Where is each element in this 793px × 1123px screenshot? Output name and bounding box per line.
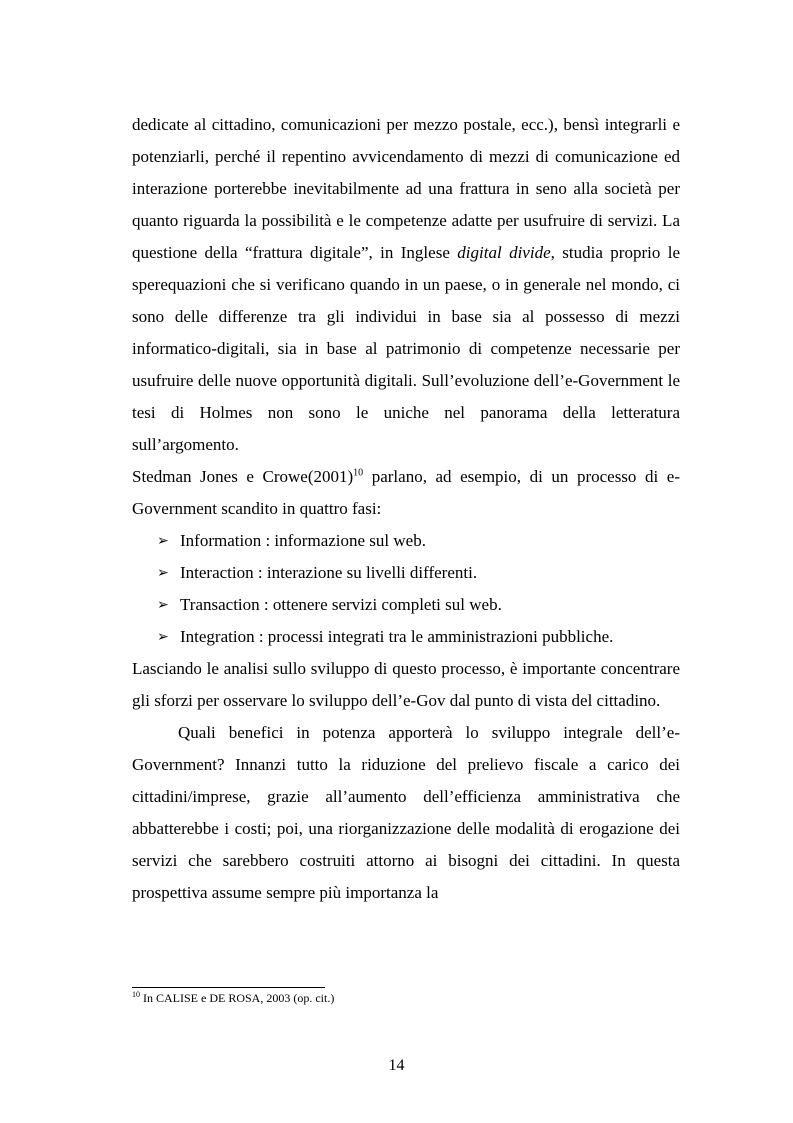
page-number: 14 <box>388 1057 405 1074</box>
paragraph-digital-divide <box>132 109 680 461</box>
list-item-text: Information : informazione sul web. <box>180 531 426 550</box>
paragraph-citizen-view: Lasciando le analisi sullo sviluppo di questo processo, è importante concentrare gli sforzi per osservare lo sviluppo dell’e-Gov dal punto di vista del cittadino. <box>132 659 680 710</box>
list-item <box>157 557 680 589</box>
paragraph-four-phases <box>132 461 680 525</box>
arrow-bullet-icon: ➢ <box>157 597 169 613</box>
list-item <box>157 621 680 653</box>
paragraph-text: , studia proprio le sperequazioni che si verificano quando in un paese, o in generale nel mondo, ci sono delle differenze tra gli individui in base sia al possesso di mezzi informatico-digitali, sia in base al patrimonio di competenze necessarie per usufruire delle nuove opportunità digitali. Sull’evoluzione dell’e-Government le tesi di Holmes non sono le uniche nel panorama della letteratura sull’argomento. <box>132 243 681 454</box>
phases-list <box>132 525 680 653</box>
arrow-bullet-icon: ➢ <box>157 533 169 549</box>
list-item-text: Transaction : ottenere servizi completi sul web. <box>180 595 502 614</box>
footnote-text: In CALISE e DE ROSA, 2003 (op. cit.) <box>140 991 335 1005</box>
paragraph-text: dedicate al cittadino, comunicazioni per mezzo postale, ecc.), bensì integrarli e potenziarli, perché il repentino avvicendamento di mezzi di comunicazione ed interazione porterebbe inevitabilmente ad una frattura in seno alla società per quanto riguarda la possibilità e le competenze adatte per usufruire di servizi. La questione della “frattura digitale”, in Inglese <box>132 115 680 262</box>
footnote <box>132 990 334 1006</box>
list-item-text: Integration : processi integrati tra le amministrazioni pubbliche. <box>180 627 614 646</box>
list-item-text: Interaction : interazione su livelli differenti. <box>180 563 478 582</box>
italic-term: digital divide <box>457 243 551 262</box>
list-item <box>157 525 680 557</box>
arrow-bullet-icon: ➢ <box>157 565 169 581</box>
page-body <box>132 109 680 909</box>
footnote-reference: 10 <box>353 467 364 479</box>
arrow-bullet-icon: ➢ <box>157 629 169 645</box>
paragraph-text: parlano, ad esempio, di un processo di e-Government scandito in quattro fasi: <box>132 467 680 518</box>
paragraph-benefits: Quali benefici in potenza apporterà lo sviluppo integrale dell’e-Government? Innanzi tutto la riduzione del prelievo fiscale a carico dei cittadini/imprese, grazie all’aumento dell’efficienza amministrativa che abbatterebbe i costi; poi, una riorganizzazione delle modalità di erogazione dei servizi che sarebbero costruiti attorno ai bisogni dei cittadini. In questa prospettiva assume sempre più importanza la <box>132 723 680 902</box>
paragraph-text: Stedman Jones e Crowe(2001) <box>132 467 354 486</box>
list-item <box>157 589 680 621</box>
footnote-number: 10 <box>132 990 140 999</box>
footnote-separator <box>132 987 325 988</box>
